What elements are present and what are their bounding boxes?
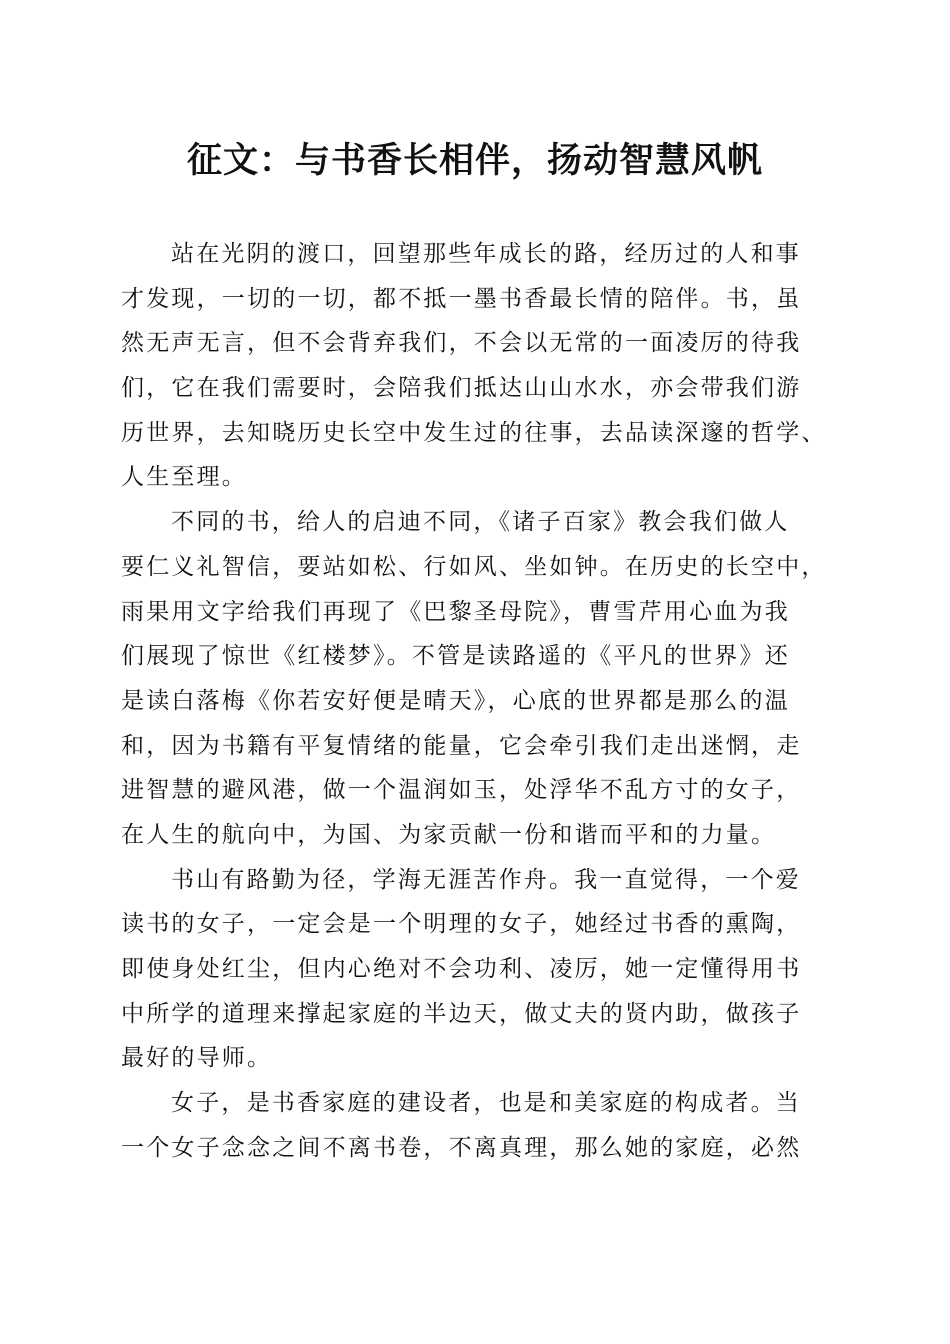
paragraph-1	[121, 232, 831, 500]
text-line: 然无声无言，但不会背弃我们，不会以无常的一面凌厉的待我	[121, 330, 802, 357]
text-line: 在人生的航向中，为国、为家贡献一份和谐而平和的力量。	[121, 821, 777, 848]
text-line: 女子，是书香家庭的建设者，也是和美家庭的构成者。当	[171, 1090, 801, 1117]
text-line: 书山有路勤为径，学海无涯苦作舟。我一直觉得，一个爱	[171, 866, 801, 893]
text-line: 们，它在我们需要时，会陪我们抵达山山水水，亦会带我们游	[121, 375, 802, 402]
paragraph-4	[121, 1081, 831, 1170]
text-line: 最好的导师。	[121, 1045, 273, 1072]
text-line: 人生至理。	[121, 464, 247, 491]
text-line: 才发现，一切的一切，都不抵一墨书香最长情的陪伴。书，虽	[121, 285, 802, 312]
text-line: 一个女子念念之间不离书卷，不离真理，那么她的家庭，必然	[121, 1134, 802, 1161]
text-line: 们展现了惊世《红楼梦》。不管是读路遥的《平凡的世界》还	[121, 643, 790, 670]
text-line: 不同的书，给人的启迪不同，《诸子百家》教会我们做人	[171, 509, 790, 536]
text-line: 是读白落梅《你若安好便是晴天》，心底的世界都是那么的温	[121, 687, 790, 714]
text-line: 即使身处红尘，但内心绝对不会功利、凌厉，她一定懂得用书	[121, 956, 802, 982]
document-title: 征文：与书香长相伴，扬动智慧风帆	[186, 140, 763, 181]
document-body	[121, 232, 831, 1170]
text-line: 中所学的道理来撑起家庭的半边天，做丈夫的贤内助，做孩子	[121, 1000, 802, 1027]
text-line: 要仁义礼智信，要站如松、行如风、坐如钟。在历史的长空中，	[121, 553, 827, 580]
text-line: 历世界，去知晓历史长空中发生过的往事，去品读深邃的哲学、	[121, 419, 827, 446]
text-line: 读书的女子，一定会是一个明理的女子，她经过书香的熏陶，	[121, 911, 802, 938]
text-line: 和，因为书籍有平复情绪的能量，它会牵引我们走出迷惘，走	[121, 732, 802, 759]
paragraph-2	[121, 500, 831, 858]
paragraph-3	[121, 858, 831, 1081]
text-line: 站在光阴的渡口，回望那些年成长的路，经历过的人和事	[171, 241, 801, 267]
text-line: 雨果用文字给我们再现了《巴黎圣母院》，曹雪芹用心血为我	[121, 598, 790, 625]
text-line: 进智慧的避风港，做一个温润如玉，处浮华不乱方寸的女子，	[121, 777, 802, 804]
